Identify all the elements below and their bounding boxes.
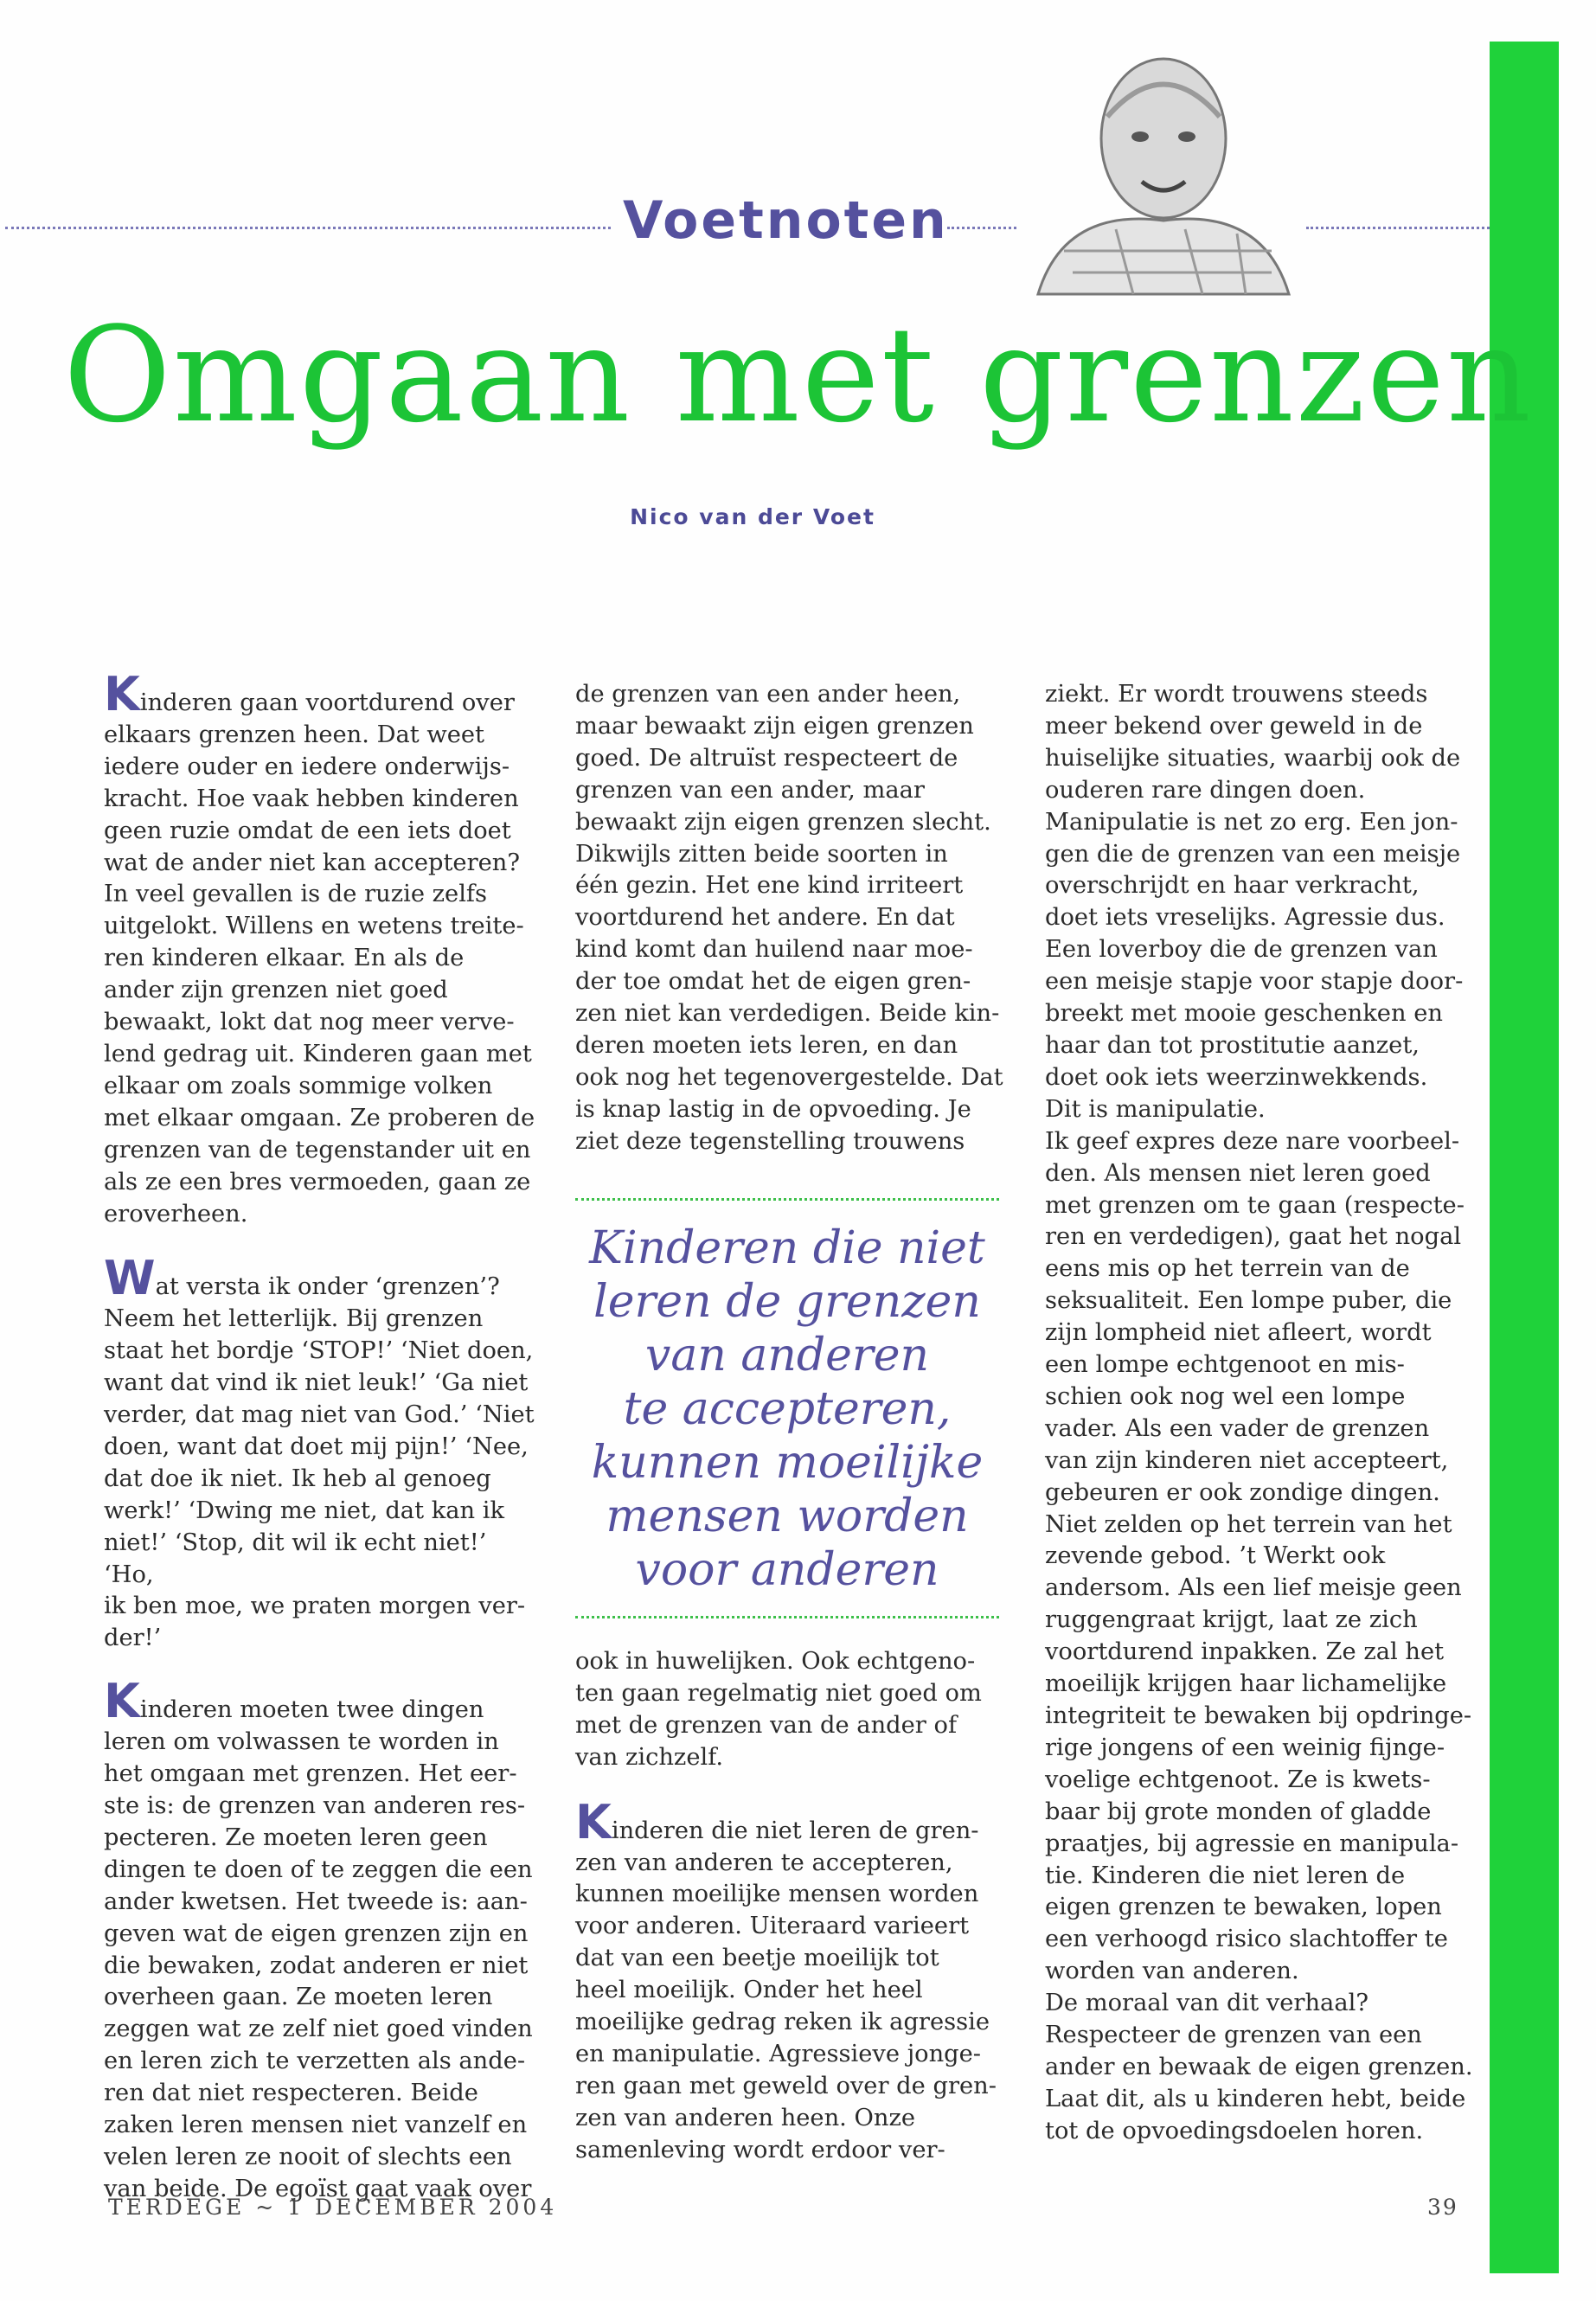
article-title: Omgaan met grenzen bbox=[63, 298, 1533, 452]
header-rule-left bbox=[5, 227, 611, 229]
header-rule-right bbox=[1306, 227, 1490, 229]
column-2-lower bbox=[575, 1646, 1012, 2167]
page-number: 39 bbox=[1427, 2195, 1458, 2220]
paragraph-1 bbox=[104, 667, 541, 1230]
author-byline: Nico van der Voet bbox=[630, 504, 875, 529]
paragraph-5: ook in huwelijken. Ook echtgeno- ten gaan regelmatig niet goed om met de grenzen van de ander of van zichzelf. bbox=[575, 1648, 982, 1771]
author-portrait-icon bbox=[1012, 35, 1306, 311]
drop-cap: K bbox=[104, 667, 140, 721]
publication-footer: TERDEGE ~ 1 DECEMBER 2004 bbox=[108, 2195, 558, 2220]
drop-cap: K bbox=[104, 1674, 140, 1729]
paragraph-4: de grenzen van een ander heen, maar bewaakt zijn eigen grenzen goed. De altruïst respecteert de grenzen van een ander, maar bewaakt zijn eigen grenzen slecht. Dikwijls zitten beide soorten in één gezin. Het ene kind irriteert voortdurend het andere. En dat kind komt dan huilend naar moe- der toe omdat het de eigen gren- zen niet kan verdedigen. Beide kin- deren moeten iets leren, en dan ook nog het tegenovergestelde. Dat is knap lastig in de opvoeding. Je ziet deze tegenstelling trouwens bbox=[575, 681, 1003, 1155]
paragraph-6 bbox=[575, 1794, 1012, 2167]
section-kicker: Voetnoten bbox=[623, 190, 949, 251]
paragraph-2 bbox=[104, 1251, 541, 1655]
pull-quote: Kinderen die niet leren de grenzen van anderen te accepteren, kunnen moeilijke mensen worden voor anderen bbox=[575, 1198, 999, 1618]
drop-cap: K bbox=[575, 1794, 612, 1849]
paragraph-text: inderen gaan voortdurend over elkaars grenzen heen. Dat weet iedere ouder en iedere onderwijs- kracht. Hoe vaak hebben kinderen geen ruzie omdat de een iets doet wat de ander niet kan accepteren? In veel gevallen is de ruzie zelfs uitgelokt. Willens en wetens treite- ren kinderen elkaar. En als de ander zijn grenzen niet goed bewaakt, lokt dat nog meer verve- lend gedrag uit. Kinderen gaan met elkaar om zoals sommige volken met elkaar omgaan. Ze proberen de grenzen van de tegenstander uit en als ze een bres vermoeden, gaan ze eroverheen. bbox=[104, 689, 535, 1227]
text-column-3 bbox=[1045, 679, 1482, 2148]
text-column-1 bbox=[104, 667, 541, 2206]
paragraph-3 bbox=[104, 1674, 541, 2206]
text-column-2 bbox=[575, 679, 1012, 2163]
paragraph-text: inderen moeten twee dingen leren om volwassen te worden in het omgaan met grenzen. Het eer- ste is: de grenzen van anderen res- pecteren. Ze moeten leren geen dingen te doen of te zeggen die een ander kwetsen. Het tweede is: aan- geven wat de eigen grenzen zijn en die bewaken, zodat anderen er niet overheen gaan. Ze moeten leren zeggen wat ze zelf niet goed vinden en leren zich te verzetten als ande- ren dat niet respecteren. Beide zaken leren mensen niet vanzelf en velen leren ze nooit of slechts een van beide. De egoïst gaat vaak over bbox=[104, 1696, 533, 2202]
paragraph-text: inderen die niet leren de gren- zen van anderen te accepteren, kunnen moeilijke mensen worden voor anderen. Uiteraard varieert dat van een beetje moeilijk tot heel moeilijk. Onder het heel moeilijke gedrag reken ik agressie en manipulatie. Agressieve jonge- ren gaan met geweld over de gren- zen van anderen heen. Onze samenleving wordt erdoor ver- bbox=[575, 1817, 997, 2163]
paragraph-text: at versta ik onder ‘grenzen’? Neem het letterlijk. Bij grenzen staat het bordje ‘STOP!’ ‘Niet doen, want dat vind ik niet leuk!’ ‘Ga niet verder, dat mag niet van God.’ ‘Niet doen, want dat doet mij pijn!’ ‘Nee, dat doe ik niet. Ik heb al genoeg werk!’ ‘Dwing me niet, dat kan ik niet!’ ‘Stop, dit wil ik echt niet!’ ‘Ho, ik ben moe, we praten morgen ver- der!’ bbox=[104, 1273, 535, 1652]
drop-cap: W bbox=[104, 1251, 156, 1306]
paragraph-7: ziekt. Er wordt trouwens steeds meer bekend over geweld in de huiselijke situaties, waarbij ook de ouderen rare dingen doen. Manipulatie is net zo erg. Een jon- gen die de grenzen van een meisje overschrijdt en haar verkracht, doet iets vreselijks. Agressie dus. Een loverboy die de grenzen van een meisje stapje voor stapje door- breekt met mooie geschenken en haar dan tot prostitutie aanzet, doet ook iets weerzinwekkends. Dit is manipulatie. Ik geef expres deze nare voorbeel- den. Als mensen niet leren goed met grenzen om te gaan (respecte- ren en verdedigen), gaat het nogal eens mis op het terrein van de seksualiteit. Een lompe puber, die zijn lompheid niet afleert, wordt een lompe echtgenoot en mis- schien ook nog wel een lompe vader. Als een vader de grenzen van zijn kinderen niet accepteert, gebeuren er ook zondige dingen. Niet zelden op het terrein van het zevende gebod. ’t Werkt ook andersom. Als een lief meisje geen ruggengraat krijgt, laat ze zich voortdurend inpakken. Ze zal het moeilijk krijgen haar lichamelijke integriteit te bewaken bij opdringe- rige jongens of een weinig fijnge- voelige echtgenoot. Ze is kwets- baar bij grote monden of gladde praatjes, bij agressie en manipula- tie. Kinderen die niet leren de eigen grenzen te bewaken, lopen een verhoogd risico slachtoffer te worden van anderen. De moraal van dit verhaal? Respecteer de grenzen van een ander en bewaak de eigen grenzen. Laat dit, als u kinderen hebt, beide tot de opvoedingsdoelen horen. bbox=[1045, 681, 1473, 2144]
header-rule-mid bbox=[947, 227, 1016, 229]
